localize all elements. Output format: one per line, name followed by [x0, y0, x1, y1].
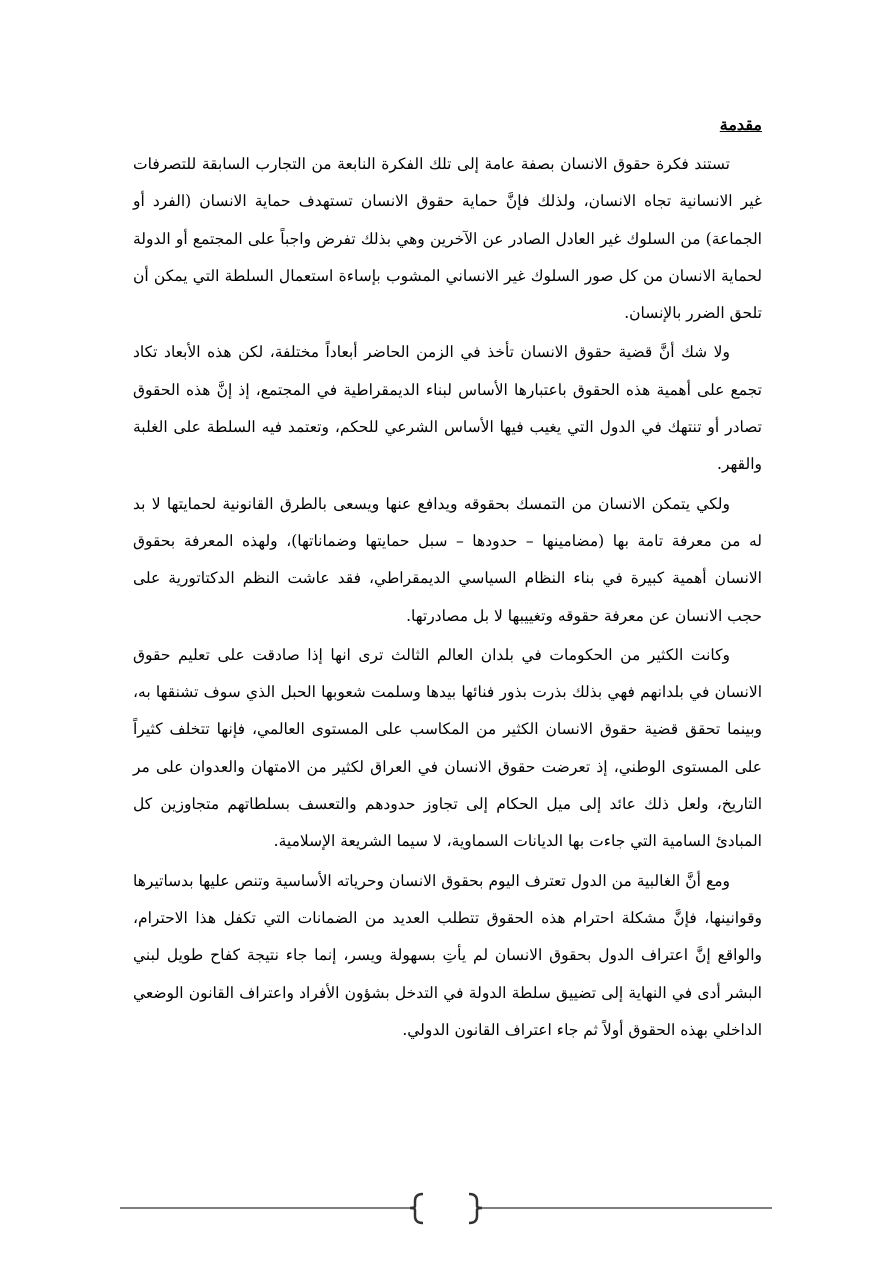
footer-brace-left-icon: [410, 1194, 423, 1223]
footer-brace-right-icon: [469, 1194, 482, 1223]
paragraph-5: ومع أنَّ الغالبية من الدول تعترف اليوم بحقوق الانسان وحرياته الأساسية وتنص عليها بدساتيرها وقوانينها، فإنَّ مشكلة احترام هذه الحقوق تتطلب العديد من الضمانات التي تكفل هذا الاحترام، والواقع إنَّ اعتراف الدول بحقوق الانسان لم يأتِ بسهولة ويسر، إنما جاء نتيجة كفاح طويل لبني البشر أدى في النهاية إلى تضييق سلطة الدولة في التدخل بشؤون الأفراد واعتراف القانون الوضعي الداخلي بهذه الحقوق أولاً ثم جاء اعتراف القانون الدولي.: [133, 871, 762, 1039]
footer-ornament: [120, 1190, 772, 1230]
paragraph-4: وكانت الكثير من الحكومات في بلدان العالم الثالث ترى انها إذا صادقت على تعليم حقوق الانسان في بلدانهم فهي بذلك بذرت بذور فنائها بيدها وسلمت شعوبها الحبل الذي سوف تشنقها به، وبينما تحقق قضية حقوق الانسان الكثير من المكاسب على المستوى العالمي، فإنها تتخلف كثيراً على المستوى الوطني، إذ تعرضت حقوق الانسان في العراق لكثير من الامتهان والعدوان على مر التاريخ، ولعل ذلك عائد إلى ميل الحكام إلى تجاوز حدودهم والتعسف بسلطاتهم متجاوزين كل المبادئ السامية التي جاءت بها الديانات السماوية، لا سيما الشريعة الإسلامية.: [133, 645, 763, 851]
paragraph-2: ولا شك أنَّ قضية حقوق الانسان تأخذ في الزمن الحاضر أبعاداً مختلفة، لكن هذه الأبعاد تكاد تجمع على أهمية هذه الحقوق باعتبارها الأساس لبناء الديمقراطية في المجتمع، إذ إنَّ هذه الحقوق تصادر أو تنتهك في الدول التي يغيب فيها الأساس الشرعي للحكم، وتعتمد فيه السلطة على الغلبة والقهر.: [133, 343, 762, 474]
document-body: [133, 112, 762, 1051]
paragraph-3: ولكي يتمكن الانسان من التمسك بحقوقه ويدافع عنها ويسعى بالطرق القانونية لحمايتها لا بد له من معرفة تامة بها (مضامينها – حدودها – سبل حمايتها وضماناتها)، ولهذه المعرفة بحقوق الانسان أهمية كبيرة في بناء النظام السياسي الديمقراطي، فقد عاشت النظم الدكتاتورية على حجب الانسان عن معرفة حقوقه وتغييبها لا بل مصادرتها.: [133, 494, 762, 625]
page-footer: [120, 1190, 772, 1230]
section-heading: مقدمة: [719, 115, 762, 134]
paragraph-1: تستند فكرة حقوق الانسان بصفة عامة إلى تلك الفكرة النابعة من التجارب السابقة للتصرفات غير الانسانية تجاه الانسان، ولذلك فإنَّ حماية حقوق الانسان تستهدف حماية الانسان (الفرد أو الجماعة) من السلوك غير العادل الصادر عن الآخرين وهي بذلك تفرض واجباً على المجتمع أو الدولة لحماية الانسان من كل صور السلوك غير الانساني المشوب بإساءة استعمال السلطة التي يمكن أن تلحق الضرر بالإنسان.: [133, 155, 762, 323]
